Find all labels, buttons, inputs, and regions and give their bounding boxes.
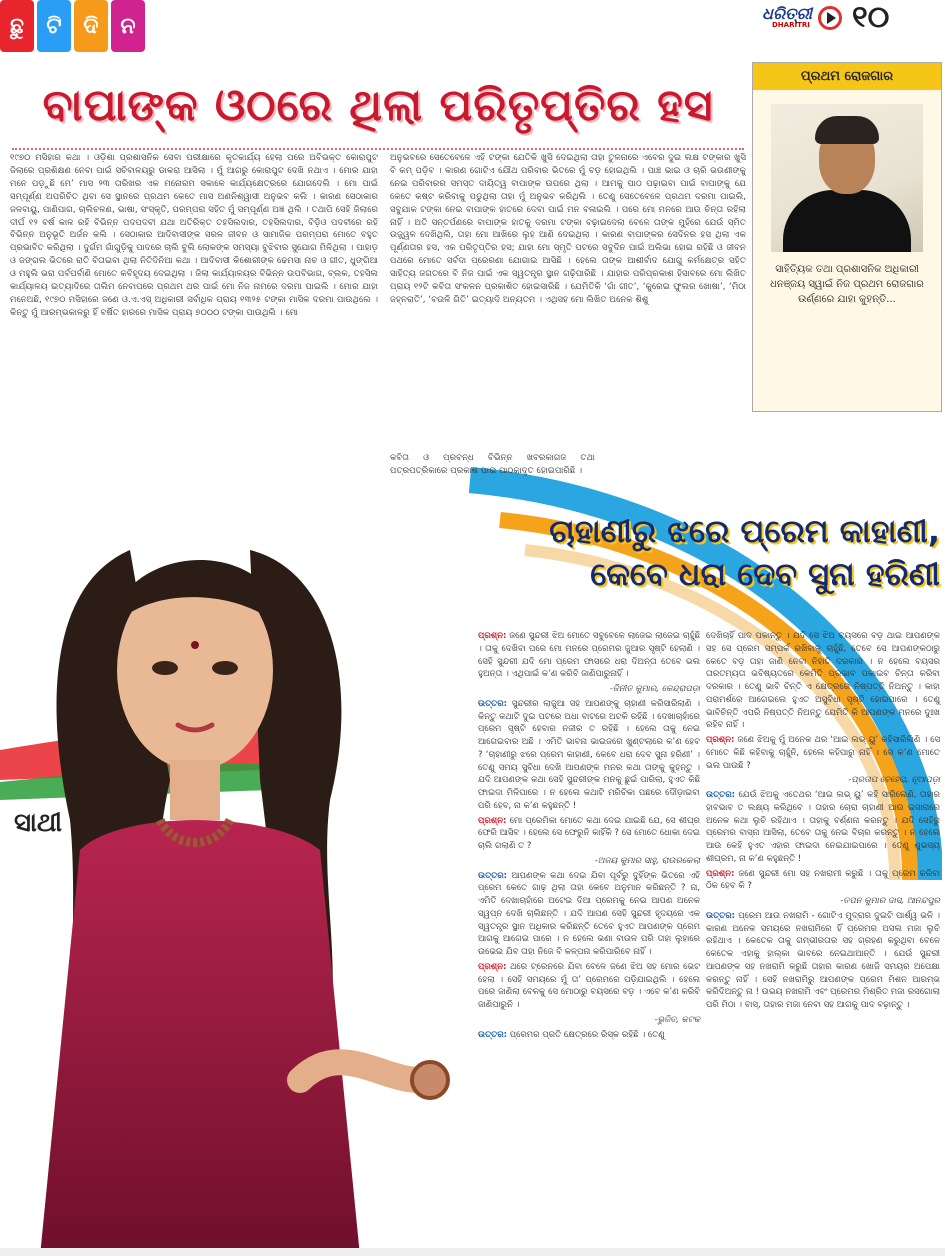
qa-label: ଉତ୍ତର: xyxy=(478,698,508,709)
newspaper-logo xyxy=(762,4,812,29)
qa-text: ଆପଣଙ୍କ କଥା ଦେଇ ଯିବା ପୂର୍ବରୁ ଦୁହିଁଙ୍କ ଭିତରେ ଏହି ପ୍ରେମ କେତେ ଗାଢ଼ ଥିଲା ତାହା କେବେ ଅନୁମାନ କରିଛନ୍ତି ? ନା, ଏମିତି ଦେଖାଚାହାଁରେ ଅଟେଇ ଦିଆ ପ୍ରେମକୁ ନେଇ ଆପଣ ଅନେକ ସ୍ୱପ୍ନ ଦେଖି ଚାଲିଛନ୍ତି । ଯଦି ଆପଣ ସେହି ସୁନ୍ଦରୀ ହୃଦୟରେ ଏକ ସ୍ୱତନ୍ତ୍ର ସ୍ଥାନ ଅଧିକାର କରିଛନ୍ତି ତେବେ ହୁଏତ ଆପଣଙ୍କ ପ୍ରେମ ଆଗକୁ ଆଗେଇ ପାରେ । ନ ହେଲେ ଭଣା ବାଉଳ ପରି ତାହା ଲୁହାରେ ଉଭେଇ ଯିବ ତାହା ନିଜେ ବି କଳ୍ପନା କରିପାରିବେ ନାହିଁ । xyxy=(478,870,701,957)
sidebar-header: ପ୍ରଥମ ରୋଜଗାର xyxy=(753,63,941,90)
qa-label: ଉତ୍ତର: xyxy=(706,910,736,921)
model-photo xyxy=(0,520,478,1256)
qa-text: ମୋ ପ୍ରେମିକା ମୋତେ କଥା ଦେଇ ଯାଇଛି ଯେ, ସେ ଶୀଘ୍ର ଫେରି ଆସିବ । ହେଲେ ସେ ଫେରୁନି କାହିଁକି ? ସେ ମୋତେ ଧୋକା ଦେଇ ଚାଲି ଗଲାଣି ତ ? xyxy=(478,815,700,851)
qa-text: ଯେଉଁ ଝିଅକୁ ଏତେଥର ‘ଆଇ ଲଭ୍ ୟୁ’ କହି ସାରିଲେଣି, ତାହାର ହାବଭାବ ତ ଲକ୍ଷ୍ୟ କରିଥିବେ । ତାହାର ଚୋରା ଚାହାଣୀ ଆଉ ଇସାରାରେ ଅନେକ କଥା ଲୁଚି ରହିଥାଏ । ତାହାକୁ ବର୍ଣ୍ଣନା କରନ୍ତୁ । ଯଦି ସେହିରୁ ପ୍ରେମର ବାସ୍ନା ଆସିଲା, ତେବେ ତାକୁ ନେଇ ବିଚାର କରନ୍ତୁ । ନ ହେଲେ ଆଉ କେହି ହୁଏତ ଏହାର ଫାଇଦା ନେଇଯାଇପାରେ । ତେଣୁ ଶୁଭସ୍ୟ ଶୀଘ୍ରମ, ନା କ’ଣ କହୁଛନ୍ତି ! xyxy=(706,790,941,864)
masthead-letter-3: ଦି xyxy=(74,0,108,52)
qa-label: ପ୍ରଶ୍ନ: xyxy=(478,961,507,972)
story1-column-2-tail: କବିତା ଓ ପ୍ରବନ୍ଧ ବିଭିନ୍ନ ଖବରକାଗଜ ତଥା ପତ୍ରପତ୍ରିକାରେ ପ୍ରକାଶ ପାଇ ପାଠକାଦୃତ ହୋଇପାରିଛି । xyxy=(390,453,595,476)
qa-label: ପ୍ରଶ୍ନ: xyxy=(706,868,735,879)
qa-item xyxy=(706,910,940,1012)
qa-text: ଦେଖିଚାହିଁ ପାଦ ପକାନ୍ତୁ । ଯଦି ସେ ଝିଅ ବୟସରେ ବଡ଼ ଥାଇ ଆପଣଙ୍କ ସହ ସେ ପ୍ରେମ ସମ୍ପର୍କ ରଖିବାକୁ ଚାହୁଁଛି, ତେବେ ସେ ଆପଣଙ୍କଠାରୁ କେତେ ବଡ଼ ତାହା ଜାଣି ନେବା ନିହାତି ଦରକାର । ନ ହେଲେ ବୟସର ତାରତମ୍ୟତା ଭବିଷ୍ୟତରେ କେମିତି ପ୍ରଭାବ ପକାଇବ ଚିନ୍ତା କରିବା ଦରକାର । ତେଣୁ ଭାବି ଚିନ୍ତି ଏ କ୍ଷେତ୍ରରେ ନିଷ୍ପତ୍ତି ନିଅନ୍ତୁ । କାହା ପରାମର୍ଶରେ ଆଗେଇଲେ ହୁଏତ ଅସୁବିଧା ସୃଷ୍ଟି ହୋଇପାରେ । ତେଣୁ ଭାବିଚିନ୍ତି ଏପରି ନିଷ୍ପତ୍ତି ନିଅନ୍ତୁ ଯେମିତି କି ଆପଣଙ୍କ ମନରେ ଦୁଃଖ ରହିବ ନାହିଁ । xyxy=(706,631,940,731)
qa-item xyxy=(706,789,940,866)
qa-item xyxy=(478,630,700,681)
qa-label: ଉତ୍ତର: xyxy=(478,1029,508,1040)
qa-column-left xyxy=(478,630,700,1043)
qa-signature: -ତପନ କୁମାର ଦାସ, ଆନନ୍ଦପୁର xyxy=(840,896,940,906)
section-label: ସାଥୀ xyxy=(14,808,62,838)
qa-text: ପ୍ରେମର ପ୍ରତି କ୍ଷେତ୍ରରେ ରିସ୍କ ରହିଛି । ତେଣୁ xyxy=(509,1029,665,1040)
qa-item xyxy=(478,698,700,813)
masthead-letter-2: ଟି xyxy=(37,0,71,52)
qa-text: ସୁନ୍ଦରୀର ଲାଜୁଆ ସହ ଆପଣଙ୍କୁ ଚାହାଣୀ କରିସାରିଲାଣି । କିନ୍ତୁ କଥାଟି ଦୁଇ ପଟରେ ଅଧା ବାଟରେ ଅଟକି ରହିଛି । ଦେଖାଚାହାଁରେ ପ୍ରେମ ସୃଷ୍ଟି ହେବାର ନଜୀର ତ ରହିଛି । ହେଲେ ତାକୁ ନେଇ ଆଗେଇବାର ଅଛି । ଏମିତି ଭାବନା ଭାଇଜରେ ଖୁଣ୍ଟଲାରେ କ’ଣ ହେବ ? ‘ଚାହାଣୀରୁ ଝରେ ପ୍ରେମ କାହାଣୀ, କେବେ ଧରା ଦେବ ସୁନା ହରିଣୀ’ । ତେଣୁ ସମୟ ସୁବିଧା ଦେଖି ଆପଣଙ୍କ ମନର କଥା ତାଙ୍କୁ କୁହନ୍ତୁ । ଯଦି ଆପଣଙ୍କ କଥା ସେହି ସୁନ୍ଦରୀଙ୍କ ମନକୁ ଛୁଇଁ ପାରିଲା, ହୁଏତ କିଛି ଫାଇଦା ମିଳିପାରେ । ନ ହେଲେ କଥାଟି ମରିଚିକା ପଛରେ ଦୌଡ଼ାଇବା ପରି ହେବ, ନା କ’ଣ କହୁଛନ୍ତି ! xyxy=(478,698,701,811)
qa-item xyxy=(706,734,940,772)
sidebar-caption: ସାହିତ୍ୟିକ ତଥା ପ୍ରଶାସନିକ ଅଧିକାରୀ ଧନଞ୍ଜୟ ସ୍ୱାଇଁ ନିଜ ପ୍ରଥମ ରୋଜଗାର ଉର୍ଣ୍ଣରେ ଯାହା କୁହନ୍ତି... xyxy=(770,264,924,305)
story1-column-1: ୧୯୭୦ ମସିହାର କଥା । ଓଡ଼ିଶା ପ୍ରଶାସନିକ ସେବା ପରୀକ୍ଷାରେ କୃତକାର୍ଯ୍ୟ ହେଲା ପରେ ଅବିଭକ୍ତ କୋରାପୁଟ ଜିଲାରେ ପ୍ରଶିକ୍ଷଣ ନେବା ପାଇଁ ସଚିବାଳୟରୁ ଡାକରା ଆସିଲା । ମୁଁ ଆଗରୁ କୋରାପୁଟ ଦେଖି ନଥାଏ । ମୋର ଯାହା ମନେ ପଡ଼ୁଛି ମେ’ ମାସ ୨୩ ତାରିଖର ଏକ ମନୋରମ ସକାଳେ କାର୍ଯ୍ୟକ୍ଷେତ୍ରରେ ଯୋଗଦେଲି । ମୋ ପାଇଁ ସମ୍ପୂର୍ଣ୍ଣ ଅପରିଚିତ ଥିବା ସେ ସ୍ଥାନରେ ପ୍ରଥମ କେତେ ମାସ ଅଣନିଶ୍ୱାସୀ ଅନୁଭବ କଲି । କାରଣ ସେଠାକାର ଜଳବାୟୁ, ପାଣିପାଗ, ଚାଲିଚଳଣ, ଭାଷା, ସଂସ୍କୃତି, ପରମ୍ପରା ସହିତ ମୁଁ ସମ୍ପୂର୍ଣ୍ଣ ଅଜ୍ଞ ଥିଲି । ତଥାପି ସେହି ଜିଲାରେ ଦୀର୍ଘ ୧୨ ବର୍ଷ କାଳ ରହି ବିଭିନ୍ନ ପଦପଦବୀ ଯଥା ଅତିରିକ୍ତ ତହସିଲଦାର, ତହସିଲଦାର, ବିଡ଼ିଓ ପଦବୀରେ ରହି ବିଭିନ୍ନ ଅନୁଭୂତି ଅର୍ଜନ କଲି । ସେଠାକାର ଆଦିବାସୀଙ୍କ ସରଳ ଜୀବନ ଓ ସାମାଜିକ ପରମ୍ପରା ମୋତେ ବହୁତ ପ୍ରଭାବିତ କରିଥିଲା । ଦୁର୍ଗମ ଗାଁଗୁଡ଼ିକୁ ପାଦରେ ଚାଲି ବୁଲି ଲୋକଙ୍କ ସମସ୍ୟା ବୁଝିବାର ସୁଯୋଗ ମିଳିଥିଲା । ପାହାଡ଼ ଓ ଜଙ୍ଗଲ ଭିତରେ ରାତି ବିତାଇବା ଥିଲା ନିତିଦିନିଆ କଥା । ଆଦିବାସୀ କିଶୋରୀଙ୍କ ଢେମସା ନାଚ ଓ ଗୀତ, ଧୁଙ୍ଗିଆ ଓ ମହୁଲି ଭରା ପର୍ବପର୍ବାଣି ମୋତେ କବିହୃଦୟ ଦେଇଥିଲା । ଜିଲା କାର୍ଯ୍ୟାଳୟର ବିଭିନ୍ନ ଉପବିଭାଗ, ବ୍ଲକ, ତହସିଲ କାର୍ଯ୍ୟାଳୟ ଇତ୍ୟାଦିରେ ତାଲିମ ନେବାପରେ ପ୍ରଥମ ଥର ପାଇଁ ମୋ ନିଜ ନାମରେ ଦରମା ପାଇଲି । ମୋର ଯାହା ମନେଅଛି, ୧୯୭୦ ମସିହାରେ ଜଣେ ଓ.ଏ.ଏସ୍ ଅଧିକାରୀ ସର୍ବାଧିକ ପ୍ରାୟ ୧୩୨୫ ଟଙ୍କା ମାସିକ ଦରମା ପାଉଥିଲେ । କିନ୍ତୁ ମୁଁ ଆରମ୍ଭକାଳରୁ ହିଁ ବର୍ଷିତ ହାରରେ ମାସିକ ପ୍ରାୟ ୭୦୦୦ ଟଙ୍କା ପାଉଥିଲି । ମୋ xyxy=(10,153,378,318)
story2-headline xyxy=(520,510,940,630)
qa-text: ପ୍ରେମ ଆଉ ନଖରାମି - ଗୋଟିଏ ମୁଦ୍ରାର ଦୁଇଟି ପାର୍ଶ୍ୱ ଭଳି । କାରଣ ଅନେକ ସମୟରେ ନଖରାମିରେ ହିଁ ପ୍ରେମର ଅସଲ ମଜା ଲୁଚି ରହିଥାଏ । କେତେକ ତାକୁ ଗମ୍ଭୀରତାର ସହ ଗ୍ରହଣ କରୁଥିବା ବେଳେ କେତେକ ଏହାକୁ ହାଲ୍କା ଭାବରେ ନେଇଥାଆନ୍ତି । ଯେଉଁ ସୁନ୍ଦରୀ ଆପଣଙ୍କ ସହ ନଖରାମି କରୁଛି ତାହାର କାରଣ ଖୋଜି ସମୟର ଅପେକ୍ଷା କରନ୍ତୁ ନାହିଁ । ସେହି ନଖରାମିରୁ ଆପଣଙ୍କ ପ୍ରେମ ମିଶନ ଆରମ୍ଭ କରିଦିଅନ୍ତୁ ନା ! ଉଭୟ ନଖରାମି ଏବଂ ପ୍ରେମର ମିଶ୍ରିତ ମଜା ରସଗୋଲା ପରି ମିଠା । ବାସ୍, ତାହାର ମଜା ନେବା ସହ ଆଗକୁ ପାଦ ବଢ଼ାନ୍ତୁ । xyxy=(706,910,940,1010)
qa-label: ପ୍ରଶ୍ନ: xyxy=(706,735,735,745)
qa-text: ଥରେ ଟ୍ରେନରେ ଯିବା ବେଳେ ଜଣେ ଝିଅ ସହ ମୋର ଭେଟ ହେଲା । ସେହି ସମୟରେ ମୁଁ ତା’ ପ୍ରେମରେ ପଡ଼ିଯାଇଥିଲି । ହେଲେ ପରେ ଜାଣିଲା ବେଳକୁ ସେ ମୋଠାରୁ ବୟସରେ ବଡ଼ । ଏବେ କ’ଣ କରିବି ଜାଣିପାରୁନି । xyxy=(478,961,700,1010)
qa-item xyxy=(706,630,940,732)
story1-headline: ବାପାଙ୍କ ଓଠରେ ଥିଲା ପରିତୃପ୍ତିର ହସ xyxy=(12,62,744,150)
qa-signature: -ଜିନୀତ କୁମାର, କେନ୍ଦ୍ରାପଡ଼ା xyxy=(609,684,700,694)
author-photo xyxy=(771,104,923,252)
qa-signature: -ପ୍ରତାପ ବେହେରା, ନୂଆପଡ଼ା xyxy=(848,775,940,786)
qa-label: ଉତ୍ତର: xyxy=(478,870,508,881)
qa-item xyxy=(706,868,940,894)
qa-text: ଜଣେ ସୁନ୍ଦରୀ ଝିଅ ମୋତେ ସବୁବେଳେ ଲାଜେଇ ଲାଜେଇ ଚାହୁଁଛି । ତାକୁ ଦେଖିବା ପରେ ମୋ ମନରେ ପ୍ରେମର ଜୁଆର ସୃଷ୍ଟି ହେଲାଣି । ସେହି ସୁନ୍ଦରୀ ଯଦି ମୋ ପ୍ରେମ ଫାସରେ ଧରା ଦିଅନ୍ତା ତେବେ ଭଲ ହୁଅନ୍ତା । ଏଥିପାଇଁ କ’ଣ କରିବି ଜାଣିପାରୁନାହିଁ । xyxy=(478,631,700,680)
qa-text: ଜଣେ ଝିଅକୁ ମୁଁ ଅନେକ ଥର ‘ଆଇ ଲଭ୍ ୟୁ’ କହିସାରିଲିଣି । ସେ ମୋତେ କିଛି କହିବାକୁ ଚାହୁଁନି, ହେଲେ କହିପାରୁ ନାହିଁ । ସେ କ’ଣ ମୋତେ ଭଲ ପାଉଛି ? xyxy=(706,735,940,771)
qa-item xyxy=(478,815,700,853)
qa-item xyxy=(478,870,700,959)
qa-item xyxy=(478,961,700,1012)
section-masthead xyxy=(0,0,150,52)
qa-signature: -ଭୁଜିତ, କଟକ xyxy=(654,1014,700,1025)
story2-headline-line-2: କେବେ ଧରା ଦେବ ସୁନା ହରିଣୀ xyxy=(590,555,940,594)
logo-name: ଧରିତ୍ରୀ xyxy=(762,4,812,23)
logo-tag: DHARITRI xyxy=(772,21,810,29)
qa-label: ପ୍ରଶ୍ନ: xyxy=(478,631,507,641)
story1-column-2: ଅନୁଭବରେ ସେତେବେଳେ ଏହି ଟଙ୍କା ଯେତିକି ଖୁସି ଦେଇଥିଲା ତାହା ତୁଳନାରେ ଏବେର ଦୁଇ ଲକ୍ଷ ଟଙ୍କାର ଖୁସି ବି କମ୍ ପଡ଼ିବ । କାରଣ ଗୋଟିଏ ଯୌଥ ପରିବାର ଭିତରେ ମୁଁ ବଡ଼ ହୋଇଥିଲି । ପାଞ୍ଚ ଭାଇ ଓ ଚାରି ଭଉଣୀଙ୍କୁ ନେଇ ପରିବାରର ସମସ୍ତ ଦାୟିତ୍ୱ ବାପାଙ୍କ ଉପରେ ଥିଲା । ଆମକୁ ପାଠ ପଢ଼ାଇବା ପାଇଁ ବାପାଙ୍କୁ ଯେ କେତେ କଷ୍ଟ କରିବାକୁ ପଡୁଥିଲା ତାହା ମୁଁ ଅନୁଭବ କରିଥିଲି । ତେଣୁ ସେତେବେଳେ ପ୍ରଥମ ଦରମା ପାଇଲି, ସବୁଯାକ ଟଙ୍କା ନେଇ ବାପାଙ୍କ ହାତରେ ଦେବା ପାଇଁ ମନ ବଳାଇଲି । ପରେ ମୋ ମନରେ ଆଉ ଚିନ୍ତା ରହିଲା ନାହିଁ । ଅତି ସନ୍ତର୍ପଣରେ ବାପାଙ୍କ ହାତକୁ ଦରମା ଟଙ୍କା ବଢ଼ାଇଦେଲା ବେଳେ ତାଙ୍କ ମୁହଁରେ ଯେଉଁ ସ୍ମିତ ଉଜ୍ଜ୍ୱଳ ଦେଖିଥିଲି, ତାହା ମୋ ଆଖିରେ ଲୁହ ଆଣି ଦେଇଥିଲା । କାରଣ ବାପାଙ୍କର ସେଦିନର ହସ ଥିଲା ଏକ ପୂର୍ଣ୍ଣତାର ହସ, ଏକ ପରିତୃପ୍ତିର ହସ; ଯାହା ମୋ ସ୍ମୃତି ପଟରେ ସବୁଦିନ ପାଇଁ ଅଲିଭା ହୋଇ ରହିଛି ଓ ଜୀବନ ପଥରେ ମୋତେ ସର୍ବଦା ପ୍ରେରଣା ଯୋଗାଇ ଆସିଛି । ହେଲେ ତାଙ୍କ ଆଶୀର୍ବାଦ ଯୋଗୁ କର୍ମକ୍ଷେତ୍ର ସହିତ ସାହିତ୍ୟ ଜଗତରେ ବି ନିଜ ପାଇଁ ଏକ ସ୍ୱତନ୍ତ୍ର ସ୍ଥାନ ଗଢ଼ିପାରିଛି । ଯାହାର ପରିପ୍ରକାଶ ହିସାବରେ ମୋ ଲିଖିତ ପ୍ରାୟ ୧୨ଟି କବିତା ସଂକଳନ ପ୍ରକାଶିତ ହୋଇସାରିଛି । ଯେମିତିକି ‘ଗାଁ ଗୀତ’, ‘କୁରେଇ ଫୁଲର ଖୋଷା’, ‘ମିଠା ଜହ୍ନରାତି’, ‘ବଉଳି ଗିତି’ ଇତ୍ୟାଦି ଅନ୍ୟତମ । ଏଥିସହ ମୋ ଲିଖିତ ଅନେକ ଶିଶୁ xyxy=(390,153,746,305)
qa-signature: -ଅଜୟ କୁମାର ସାହୁ, ରାଉରକେଲା xyxy=(594,855,700,866)
page-bottom-edge xyxy=(0,1248,945,1256)
masthead-letter-4: ନ xyxy=(111,0,145,52)
sidebar-box xyxy=(752,62,942,412)
qa-text: ଜଣେ ସୁନ୍ଦରୀ ମୋ ସହ ନଖରାମୀ କରୁଛି । ତାକୁ ପ୍ରେମ କରିବା ଠିକ ହେବ କି ? xyxy=(706,868,941,892)
qa-label: ଉତ୍ତର: xyxy=(706,790,736,800)
qa-label: ପ୍ରଶ୍ନ: xyxy=(478,815,507,826)
story2-headline-line-1: ଚାହାଣୀରୁ ଝରେ ପ୍ରେମ କାହାଣୀ, xyxy=(549,512,940,550)
qa-column-right xyxy=(706,630,940,1014)
masthead-letter-1: ଛୁ xyxy=(0,0,34,52)
qa-item xyxy=(478,1029,700,1042)
play-circle-icon xyxy=(818,6,842,30)
page-number: ୧୦ xyxy=(852,0,890,35)
